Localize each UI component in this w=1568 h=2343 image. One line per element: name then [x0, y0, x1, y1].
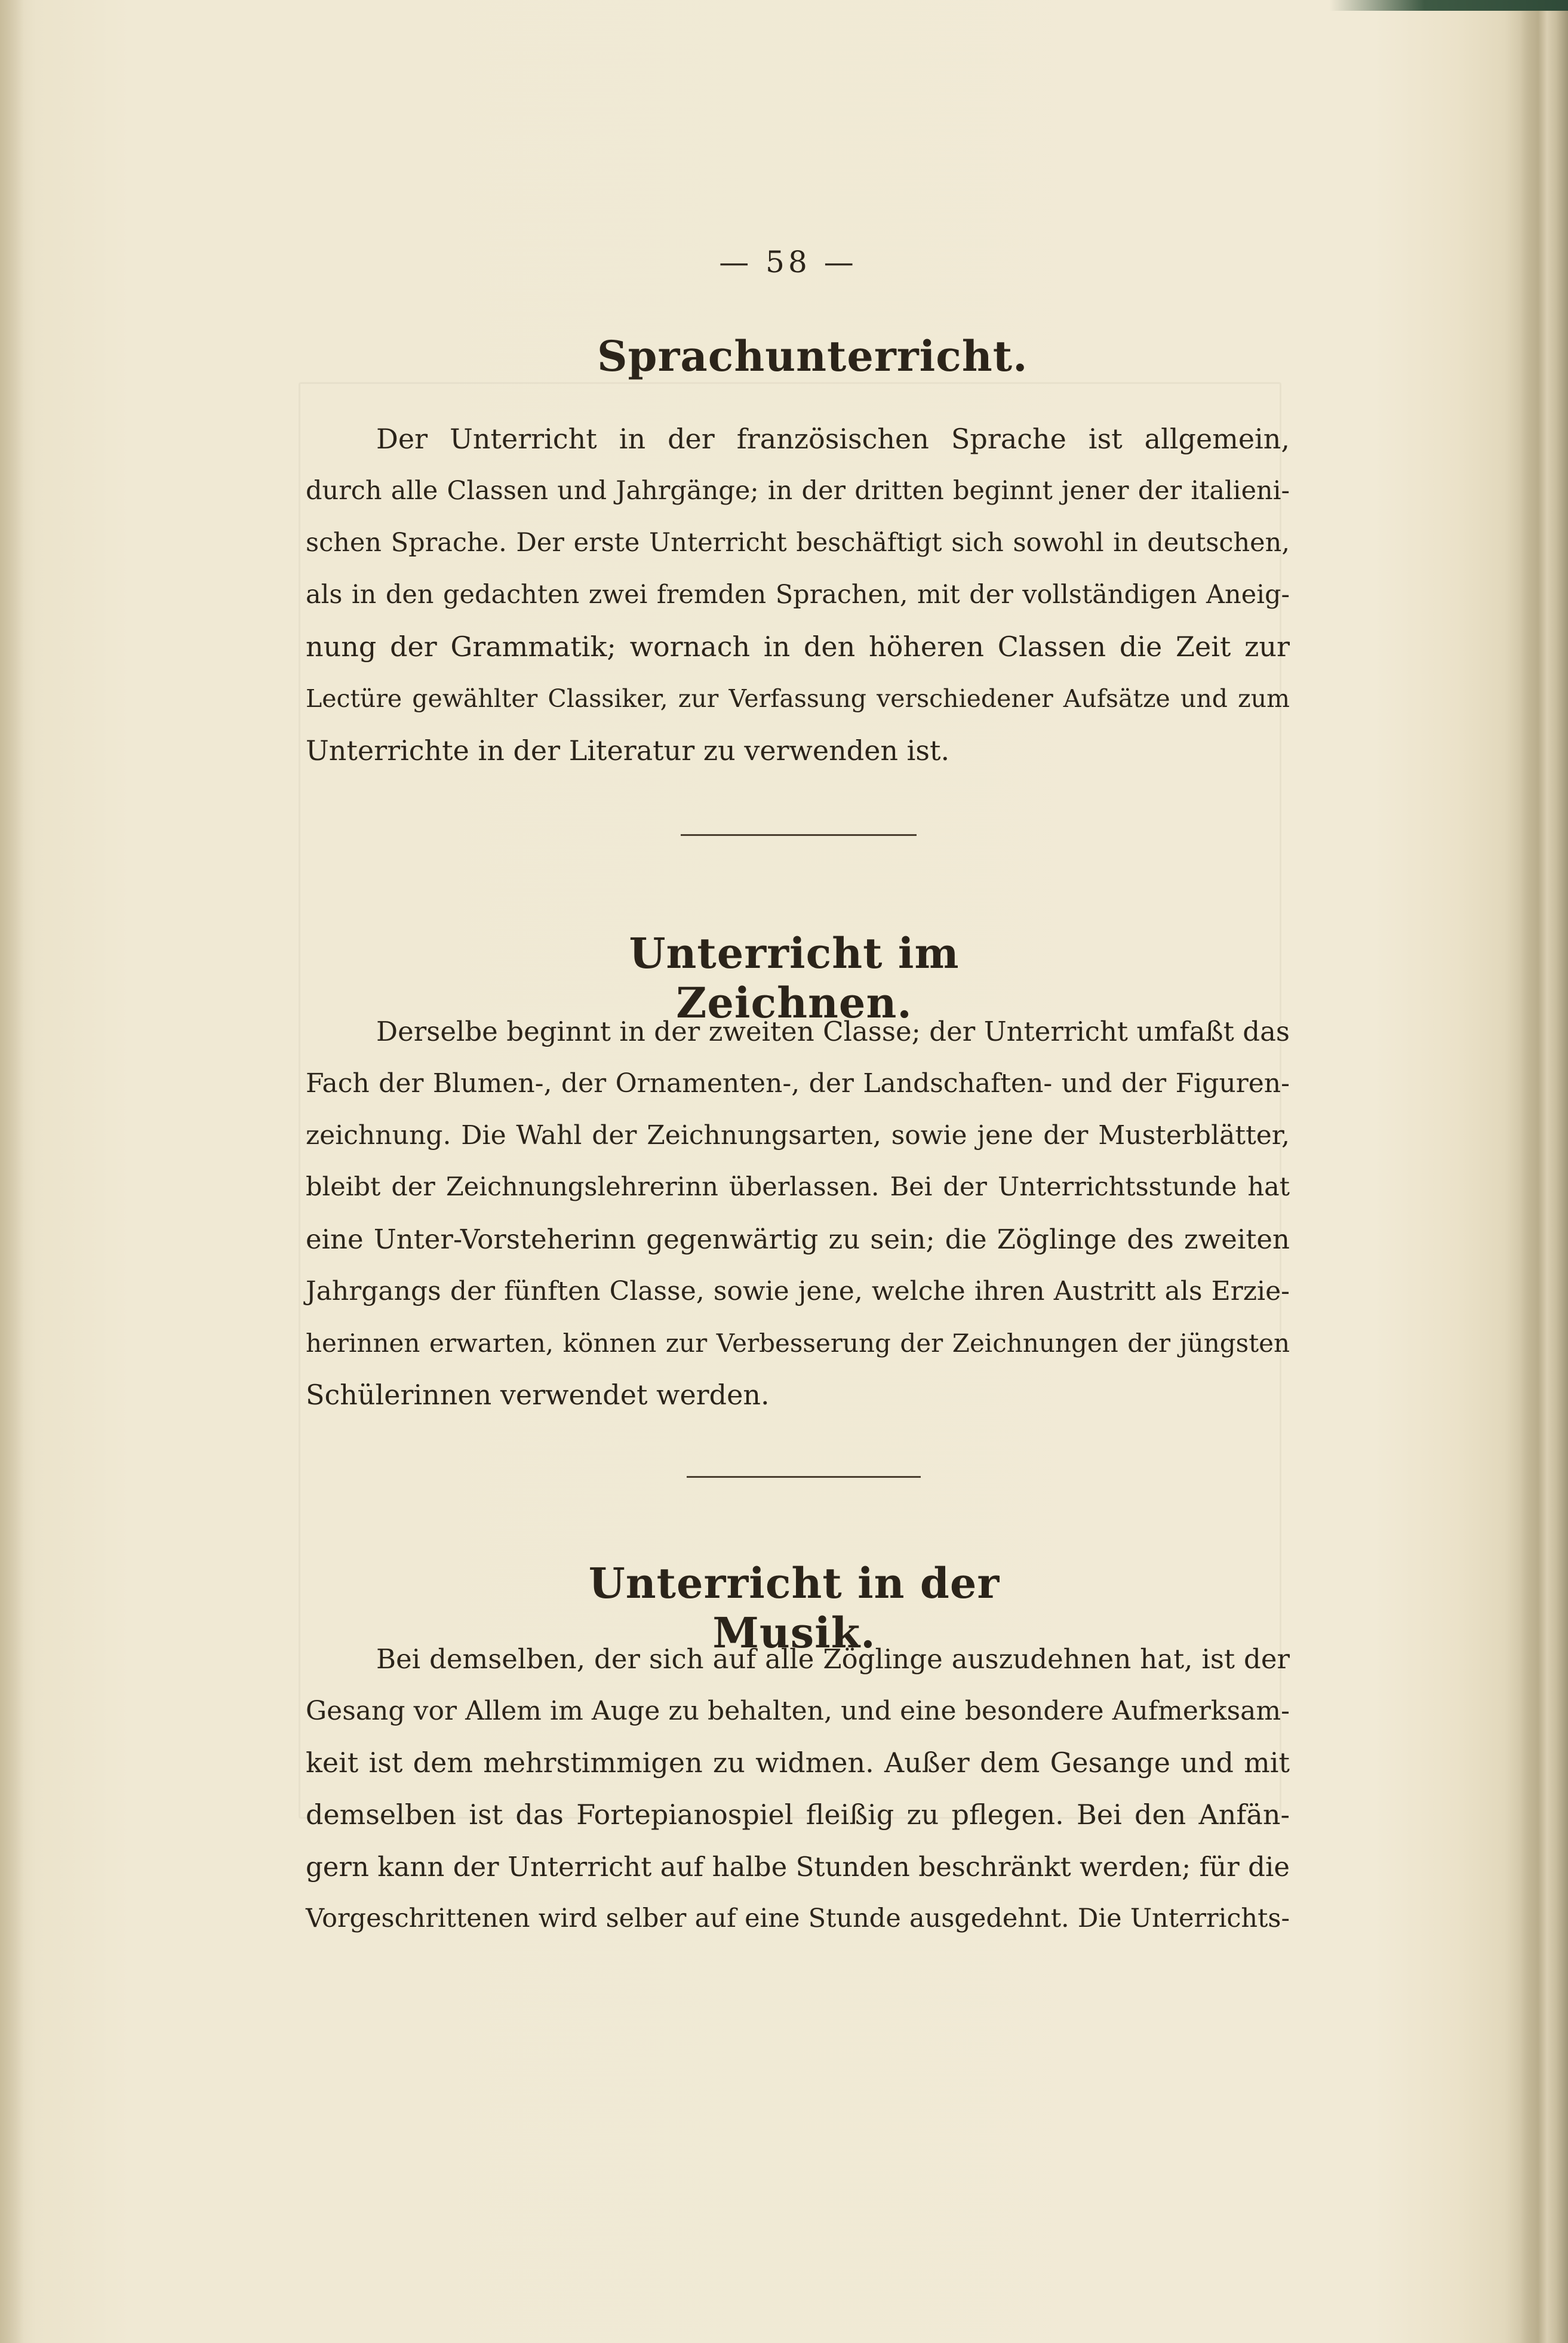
text-line: Jahrgangs der fünften Classe, sowie jene, welche ihren Austritt als Erzie-: [306, 1276, 1290, 1306]
page-number: — 58 —: [719, 245, 857, 279]
text-line: Unterrichte in der Literatur zu verwenden ist.: [306, 734, 950, 767]
text-line: nung der Grammatik; wornach in den höheren Classen die Zeit zur: [306, 631, 1290, 663]
section-divider: [687, 1476, 921, 1478]
text-line: zeichnung. Die Wahl der Zeichnungsarten, sowie jene der Musterblätter,: [306, 1120, 1290, 1151]
section-heading-musik: Unterricht in der Musik.: [588, 1558, 1000, 1658]
paragraph-zeichnen: [306, 1006, 1290, 1421]
paragraph-musik: [306, 1633, 1290, 1945]
page-edge: [1520, 0, 1568, 2343]
text-line: durch alle Classen und Jahrgänge; in der dritten beginnt jener der italieni-: [306, 476, 1290, 506]
spine-shadow: [0, 0, 24, 2343]
text-line: bleibt der Zeichnungslehrerinn überlassen. Bei der Unterrichtsstunde hat: [306, 1172, 1290, 1202]
text-line: Der Unterricht in der französischen Sprache ist allgemein,: [376, 423, 1290, 455]
text-line: Gesang vor Allem im Auge zu behalten, und eine besondere Aufmerksam-: [306, 1696, 1290, 1726]
text-line: schen Sprache. Der erste Unterricht beschäftigt sich sowohl in deutschen,: [306, 528, 1290, 558]
text-line: Vorgeschrittenen wird selber auf eine Stunde ausgedehnt. Die Unterrichts-: [306, 1904, 1290, 1933]
text-line: Derselbe beginnt in der zweiten Classe; der Unterricht umfaßt das: [376, 1016, 1290, 1047]
text-line: Fach der Blumen-, der Ornamenten-, der Landschaften- und der Figuren-: [306, 1068, 1290, 1099]
cover-edge: [1329, 0, 1568, 11]
text-line: Schülerinnen verwendet werden.: [306, 1379, 770, 1411]
text-line: demselben ist das Fortepianospiel fleißig zu pflegen. Bei den Anfän-: [306, 1798, 1290, 1831]
paragraph-sprachunterricht: [306, 413, 1290, 777]
text-line: eine Unter-Vorsteherinn gegenwärtig zu sein; die Zöglinge des zweiten: [306, 1223, 1290, 1255]
text-line: als in den gedachten zwei fremden Sprachen, mit der vollständigen Aneig-: [306, 580, 1290, 610]
section-divider: [681, 834, 917, 836]
section-heading-zeichnen: Unterricht im Zeichnen.: [629, 928, 960, 1028]
text-line: herinnen erwarten, können zur Verbesserung der Zeichnungen der jüngsten: [306, 1329, 1290, 1358]
text-line: gern kann der Unterricht auf halbe Stunden beschränkt werden; für die: [306, 1851, 1290, 1883]
text-line: Lectüre gewählter Classiker, zur Verfassung verschiedener Aufsätze und zum: [306, 684, 1290, 713]
text-line: Bei demselben, der sich auf alle Zöglinge auszudehnen hat, ist der: [376, 1643, 1290, 1675]
section-heading-sprachunterricht: Sprachunterricht.: [597, 331, 1028, 381]
text-line: keit ist dem mehrstimmigen zu widmen. Außer dem Gesange und mit: [306, 1747, 1290, 1779]
